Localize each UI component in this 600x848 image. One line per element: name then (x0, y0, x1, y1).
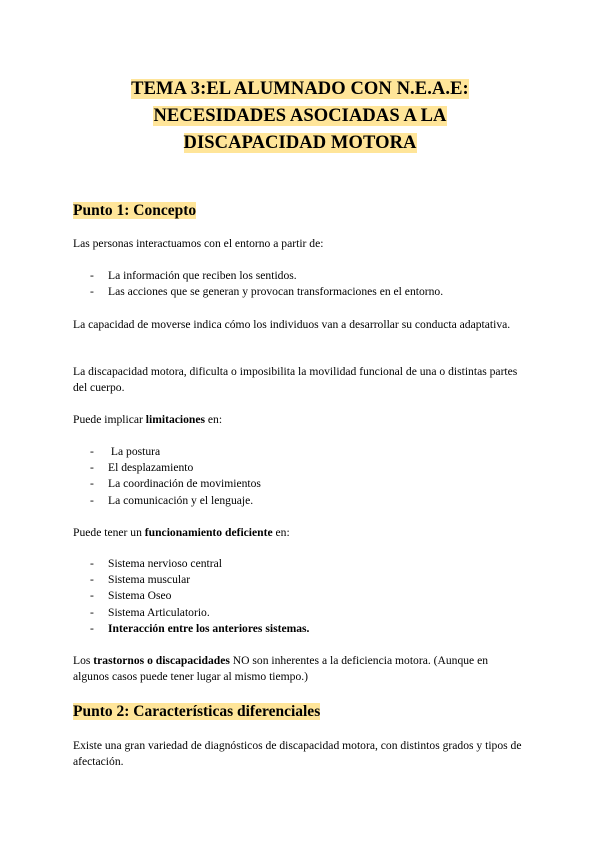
list-item: - Sistema Oseo (90, 589, 172, 603)
list-item: - La coordinación de movimientos (90, 477, 261, 491)
list-item: - Interacción entre los anteriores sistemas. (90, 621, 310, 635)
list-item: - La comunicación y el lenguaje. (90, 493, 254, 507)
intro-list (73, 268, 443, 300)
limitaciones-list (73, 444, 261, 509)
section-1-heading (73, 201, 196, 221)
diagnosticos-paragraph: Existe una gran variedad de diagnósticos de discapacidad motora, con distintos grados y tipos de afectación. (73, 739, 522, 769)
list-item: - Sistema nervioso central (90, 557, 222, 570)
intro-paragraph: Las personas interactuamos con el entorno a partir de: (73, 237, 324, 250)
funcionamiento-list (73, 556, 309, 637)
list-item: - La información que reciben los sentidos. (90, 269, 297, 282)
title-line-1: TEMA 3:EL ALUMNADO CON N.E.A.E: (131, 79, 469, 99)
list-item: - Las acciones que se generan y provocan transformaciones en el entorno. (90, 285, 444, 299)
list-item: - La postura (90, 445, 161, 458)
funcionamiento-paragraph: Puede tener un funcionamiento deficiente en: (73, 526, 290, 539)
discapacidad-paragraph: La discapacidad motora, dificulta o imposibilita la movilidad funcional de una o distintas partes del cuerpo. (73, 365, 518, 395)
trastornos-paragraph: Los trastornos o discapacidades NO son inherentes a la deficiencia motora. (Aunque en algunos casos puede tener lugar al mismo tiempo.) (73, 654, 489, 684)
title-line-3: DISCAPACIDAD MOTORA (183, 133, 417, 153)
limitaciones-paragraph: Puede implicar limitaciones en: (73, 413, 223, 426)
list-item: - Sistema Articulatorio. (90, 605, 210, 619)
list-item: - Sistema muscular (90, 573, 191, 587)
document-title (0, 76, 600, 157)
section-2-heading (73, 702, 320, 722)
title-line-2: NECESIDADES ASOCIADAS A LA (153, 106, 447, 126)
list-item: - El desplazamiento (90, 461, 194, 475)
section-2-heading-text: Punto 2: Características diferenciales (73, 703, 321, 720)
section-1-heading-text: Punto 1: Concepto (73, 202, 197, 219)
capacidad-paragraph: La capacidad de moverse indica cómo los individuos van a desarrollar su conducta adaptativa. (73, 318, 511, 331)
